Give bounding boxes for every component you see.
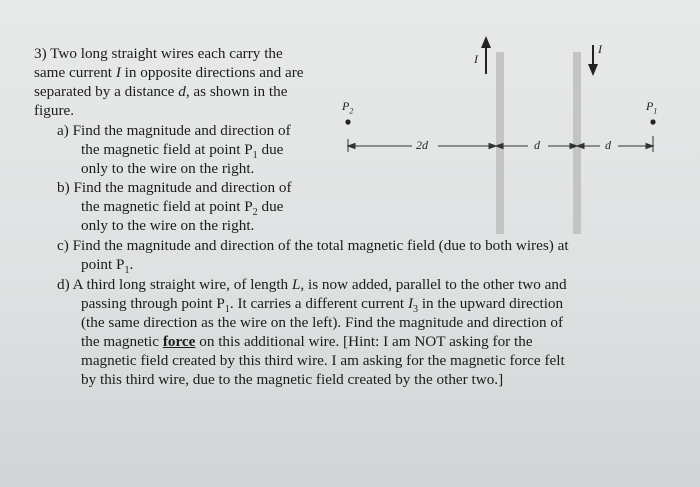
label-current-right: I [598, 42, 602, 56]
label-p2: $P_2$ [342, 99, 354, 116]
intro-line-4: figure. [34, 102, 75, 119]
label-d-second: d [605, 138, 611, 152]
part-c-line-1: c) Find the magnitude and direction of the total magnetic field (due to both wires) at [57, 237, 569, 254]
part-c-line-2: point $P_1$. [81, 256, 134, 277]
force-emphasis: force [162, 333, 196, 350]
part-b-line-2: the magnetic field at point $P_2$ due [81, 198, 284, 219]
intro-line-2: same current I in opposite directions and are [34, 64, 304, 81]
p2-dot [345, 119, 350, 124]
down-arrow-icon [588, 45, 598, 76]
label-d-first: d [534, 138, 540, 152]
wires-figure [330, 30, 670, 235]
part-d-line-5: magnetic field created by this third wire. I am asking for the magnetic force felt [81, 352, 565, 369]
part-a-line-2: the magnetic field at point $P_1$ due [81, 141, 284, 162]
part-d-line-2: passing through point $P_1$. It carries a different current $I_3$ in the upward direction [81, 295, 564, 316]
intro-line-1: 3) Two long straight wires each carry the [34, 45, 283, 62]
part-d-line-1: d) A third long straight wire, of length L, is now added, parallel to the other two and [57, 276, 567, 293]
part-a-line-3: only to the wire on the right. [81, 160, 255, 177]
label-2d: 2d [416, 138, 428, 152]
label-p1: $P_1$ [646, 99, 658, 116]
part-a-line-1: a) Find the magnitude and direction of [57, 122, 291, 139]
intro-line-3: separated by a distance d, as shown in the [34, 83, 288, 100]
up-arrow-icon [481, 36, 491, 74]
part-b-line-1: b) Find the magnitude and direction of [57, 179, 292, 196]
wires-diagram [330, 30, 670, 235]
left-wire [496, 52, 504, 234]
p1-dot [650, 119, 655, 124]
part-b-line-3: only to the wire on the right. [81, 217, 255, 234]
right-wire [573, 52, 581, 234]
part-d-line-6: by this third wire, due to the magnetic field created by the other two.] [81, 371, 504, 388]
part-d-line-3: (the same direction as the wire on the left). Find the magnitude and direction of [81, 314, 564, 331]
label-current-left: I [474, 52, 478, 66]
part-d-line-4: the magnetic force on this additional wire. [Hint: I am NOT asking for the [81, 333, 533, 350]
